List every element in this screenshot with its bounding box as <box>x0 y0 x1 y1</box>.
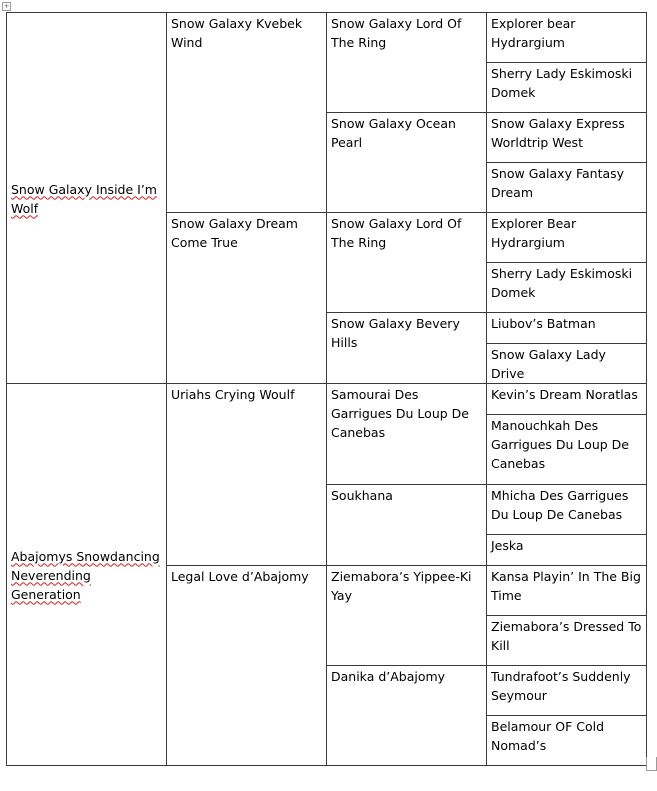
gen1-cell[interactable] <box>7 13 167 384</box>
dog-name: Abajomys Snowdancing Neverending Generation <box>11 548 160 602</box>
dog-name: Mhicha Des Garrigues Du Loup De Canebas <box>491 488 629 522</box>
gen4-cell[interactable] <box>487 716 647 766</box>
gen4-cell[interactable] <box>487 666 647 716</box>
table-resize-handle-icon[interactable] <box>646 757 657 771</box>
gen4-cell[interactable] <box>487 213 647 263</box>
gen4-cell[interactable] <box>487 535 647 566</box>
gen2-cell[interactable] <box>167 384 327 566</box>
gen3-cell[interactable] <box>327 213 487 313</box>
dog-name: Snow Galaxy Express Worldtrip West <box>491 116 625 150</box>
gen4-cell[interactable] <box>487 13 647 63</box>
dog-name: Snow Galaxy Bevery Hills <box>331 316 460 350</box>
dog-name: Sherry Lady Eskimoski Domek <box>491 66 633 100</box>
gen2-cell[interactable] <box>167 566 327 766</box>
dog-name: Manouchkah Des Garrigues Du Loup De Canebas <box>491 418 629 471</box>
gen2-cell[interactable] <box>167 13 327 213</box>
dog-name: Explorer bear Hydrargium <box>491 16 576 50</box>
dog-name: Danika d’Abajomy <box>331 669 446 684</box>
gen3-cell[interactable] <box>327 13 487 113</box>
gen4-cell[interactable] <box>487 263 647 313</box>
dog-name: Snow Galaxy Inside I’m Wolf <box>11 181 157 216</box>
dog-name: Legal Love d’Abajomy <box>171 569 309 584</box>
gen4-cell[interactable] <box>487 485 647 535</box>
dog-name: Kansa Playin’ In The Big Time <box>491 569 641 603</box>
gen4-cell[interactable] <box>487 344 647 384</box>
gen3-cell[interactable] <box>327 666 487 766</box>
dog-name: Kevin’s Dream Noratlas <box>491 387 638 402</box>
table-move-handle-icon[interactable]: + <box>3 2 10 10</box>
gen4-cell[interactable] <box>487 415 647 485</box>
dog-name: Snow Galaxy Lord Of The Ring <box>331 216 462 250</box>
dog-name: Snow Galaxy Lady Drive <box>491 347 606 381</box>
pedigree-table <box>6 12 647 766</box>
dog-name: Tundrafoot’s Suddenly Seymour <box>491 669 631 703</box>
gen2-cell[interactable] <box>167 213 327 384</box>
gen3-cell[interactable] <box>327 113 487 213</box>
dog-name: Snow Galaxy Fantasy Dream <box>491 166 625 200</box>
gen4-cell[interactable] <box>487 313 647 344</box>
gen4-cell[interactable] <box>487 113 647 163</box>
dog-name: Jeska <box>491 538 524 553</box>
dog-name: Belamour OF Cold Nomad’s <box>491 719 605 753</box>
gen3-cell[interactable] <box>327 566 487 666</box>
dog-name: Samourai Des Garrigues Du Loup De Canebas <box>331 387 469 440</box>
gen4-cell[interactable] <box>487 566 647 616</box>
gen4-cell[interactable] <box>487 384 647 415</box>
dog-name: Liubov’s Batman <box>491 316 596 331</box>
gen4-cell[interactable] <box>487 63 647 113</box>
dog-name: Uriahs Crying Woulf <box>171 387 295 402</box>
dog-name: Snow Galaxy Ocean Pearl <box>331 116 456 150</box>
gen3-cell[interactable] <box>327 313 487 384</box>
dog-name: Soukhana <box>331 488 393 503</box>
dog-name: Snow Galaxy Dream Come True <box>171 216 298 250</box>
gen4-cell[interactable] <box>487 163 647 213</box>
dog-name: Ziemabora’s Dressed To Kill <box>491 619 642 653</box>
dog-name: Sherry Lady Eskimoski Domek <box>491 266 633 300</box>
dog-name: Ziemabora’s Yippee-Ki Yay <box>331 569 472 603</box>
dog-name: Snow Galaxy Lord Of The Ring <box>331 16 462 50</box>
gen1-cell[interactable] <box>7 384 167 766</box>
gen3-cell[interactable] <box>327 384 487 485</box>
dog-name: Explorer Bear Hydrargium <box>491 216 577 250</box>
dog-name: Snow Galaxy Kvebek Wind <box>171 16 303 50</box>
gen3-cell[interactable] <box>327 485 487 566</box>
gen4-cell[interactable] <box>487 616 647 666</box>
